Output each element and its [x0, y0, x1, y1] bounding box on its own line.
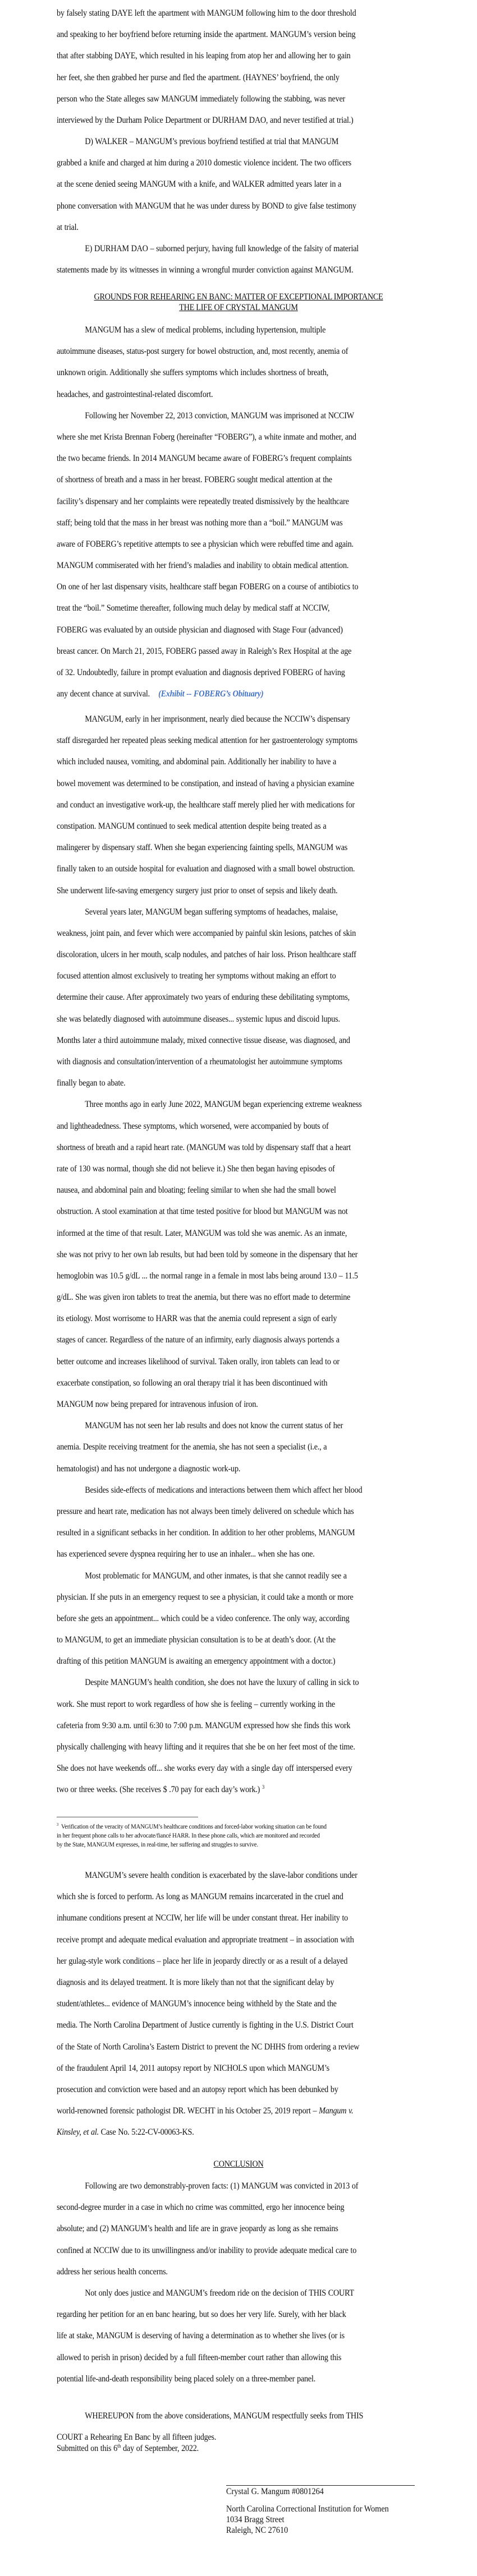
text-line: with diagnosis and consultation/intervention of a rheumatologist her autoimmune symptoms — [57, 1057, 342, 1067]
text-line: g/dL. She was given iron tablets to treat the anemia, but there was no effort made to determine — [57, 1292, 351, 1303]
text-line: treat the “boil.” Sometime thereafter, following much delay by medical staff at NCCIW, — [57, 603, 330, 613]
section-heading-conclusion — [0, 2159, 477, 2169]
text-line: phone conversation with MANGUM that he was under duress by BOND to give false testimony — [57, 201, 356, 211]
text-line: allowed to perish in prison) decided by a full fifteen-member court rather than allowing this — [57, 2352, 342, 2362]
paragraph-medical-foberg — [57, 320, 425, 705]
text-line: focused attention almost exclusively to treating her symptoms without making an effort to — [57, 971, 336, 981]
text-line: discoloration, ulcers in her mouth, scalp nodules, and patches of hair loss. Prison healthcare staff — [57, 950, 356, 960]
text-line: WHEREUPON from the above considerations, MANGUM respectfully seeks from THIS — [85, 2411, 364, 2421]
text-fragment: Submitted on this 6 — [57, 2444, 118, 2453]
text-line: prosecution and conviction were based and an autopsy report which has been debunked by — [57, 2084, 338, 2094]
text-line: inhumane conditions present at NCCIW, her life will be under constant threat. Her inability to — [57, 1913, 348, 1923]
signature-line — [226, 2485, 415, 2486]
text-line: of the fraudulent April 14, 2011 autopsy report by NICHOLS upon which MANGUM’s — [57, 2063, 329, 2073]
text-line: statements made by its witnesses in winning a wrongful murder conviction against MANGUM. — [57, 265, 354, 275]
text-line: by falsely stating DAYE left the apartment with MANGUM following him to the door threshold — [57, 8, 356, 18]
case-citation-italic: Mangum v. — [319, 2106, 354, 2116]
text-line: FOBERG was evaluated by an outside physician and diagnosed with Stage Four (advanced) — [57, 625, 343, 635]
text-line: anemia. Despite receiving treatment for the anemia, she has not seen a specialist (i.e., a — [57, 1442, 327, 1452]
text-line: constipation. MANGUM continued to seek medical attention despite being treated as a — [57, 821, 327, 831]
text-line: receive prompt and adequate medical evaluation and appropriate treatment – in association with — [57, 1935, 354, 1945]
text-line: Following her November 22, 2013 conviction, MANGUM was imprisoned at NCCIW — [85, 410, 354, 421]
text-line: of shortness of breath and a mass in her breast. FOBERG sought medical attention at the — [57, 475, 332, 485]
footnote-3 — [57, 1822, 427, 1849]
text-line: malingerer by dispensary staff. When she began experiencing fainting spells, MANGUM was — [57, 843, 348, 853]
text-line: finally began to abate. — [57, 1078, 126, 1088]
heading-line: CONCLUSION — [213, 2159, 264, 2169]
text-line: work. She must report to work regardless of how she is feeling – currently working in the — [57, 1699, 336, 1709]
text-line: second-degree murder in a case in which no crime was committed, ergo her innocence being — [57, 2203, 345, 2213]
text-line: she was belatedly diagnosed with autoimmune diseases... systemic lupus and discoid lupus. — [57, 1014, 340, 1024]
text-line: rate of 130 was normal, though she did not believe it.) She then began having episodes of — [57, 1164, 335, 1174]
text-line: On one of her last dispensary visits, healthcare staff began FOBERG on a course of antibiotics to — [57, 582, 359, 592]
text-line: Three months ago in early June 2022, MANGUM began experiencing extreme weakness — [85, 1100, 362, 1110]
text-line: before she gets an appointment... which could be a video conference. The only way, according — [57, 1613, 350, 1623]
text-line: confined at NCCIW due to its unwillingness and/or inability to provide adequate medical care to — [57, 2245, 357, 2255]
text-line: MANGUM has a slew of medical problems, including hypertension, multiple — [85, 325, 326, 335]
text-line: better outcome and increases likelihood of survival. Taken orally, iron tablets can lead to or — [57, 1356, 340, 1367]
text-line: weakness, joint pain, and fever which were accompanied by painful skin lesions, patches of skin — [57, 928, 356, 938]
text-line: unknown origin. Additionally she suffers symptoms which includes shortness of breath, — [57, 368, 329, 378]
text-line: shortness of breath and a rapid heart rate. (MANGUM was told by dispensary staff that a heart — [57, 1142, 351, 1152]
text-line: She underwent life-saving emergency surgery just prior to onset of sepsis and likely death. — [57, 885, 338, 895]
text-line: hemoglobin was 10.5 g/dL ... the normal range in a female in most labs being around 13.0 – 11.5 — [57, 1271, 358, 1281]
text-line: potential life-and-death responsibility being placed solely on a three-member panel. — [57, 2374, 316, 2384]
heading-line: GROUNDS FOR REHEARING EN BANC: MATTER OF EXCEPTIONAL IMPORTANCE — [94, 292, 383, 302]
text-line: interviewed by the Durham Police Department or DURHAM DAO, and never testified at trial.) — [57, 115, 354, 125]
text-line: to MANGUM, to get an immediate physician consultation is to be at death’s door. (At the — [57, 1635, 336, 1645]
text-line: She does not have weekends off... she works every day with a single day off interspersed every — [57, 1764, 352, 1774]
text-line: aware of FOBERG’s repetitive attempts to see a physician which were rebuffed time and again. — [57, 539, 354, 549]
text-line: stages of cancer. Regardless of the nature of an infirmity, early diagnosis always portends a — [57, 1335, 340, 1345]
text-line: that after stabbing DAYE, which resulted in his leaping from atop her and allowing her to gain — [57, 51, 351, 61]
text-line: D) WALKER – MANGUM’s previous boyfriend testified at trial that MANGUM — [85, 137, 339, 146]
signer-street: 1034 Bragg Street — [226, 2515, 285, 2524]
heading-line: THE LIFE OF CRYSTAL MANGUM — [179, 303, 298, 312]
text-line: MANGUM, early in her imprisonment, nearly died because the NCCIW’s dispensary — [85, 714, 350, 724]
text-line: its etiology. Most worrisome to HARR was that the anemia could represent a sign of early — [57, 1314, 337, 1324]
text-line: the two became friends. In 2014 MANGUM became aware of FOBERG’s frequent complaints — [57, 454, 352, 464]
text-line: drafting of this petition MANGUM is awaiting an emergency appointment with a doctor.) — [57, 1656, 336, 1666]
text-line: and lightheadedness. These symptoms, which worsened, were accompanied by bouts of — [57, 1121, 329, 1131]
text-line: E) DURHAM DAO – suborned perjury, having full knowledge of the falsity of material — [85, 243, 359, 253]
text-line: Following are two demonstrably-proven facts: (1) MANGUM was convicted in 2013 of — [85, 2181, 359, 2191]
text-line — [57, 1779, 425, 1801]
text-line: MANGUM has not seen her lab results and does not know the current status of her — [85, 1421, 343, 1431]
text-line: where she met Krista Brennan Foberg (hereinafter “FOBERG”), a white inmate and mother, and — [57, 432, 356, 442]
text-line: breast cancer. On March 21, 2015, FOBERG passed away in Raleigh’s Rex Hospital at the age — [57, 646, 352, 656]
text-line: MANGUM’s severe health condition is exacerbated by the slave-labor conditions under — [85, 1871, 357, 1880]
text-line: life at stake, MANGUM is deserving of having a determination as to whether she lives (or is — [57, 2331, 345, 2341]
text-line: hematologist) and has not undergone a diagnostic work-up. — [57, 1464, 241, 1474]
paragraph-slave-labor — [57, 1865, 425, 2143]
ordinal-suffix: th — [117, 2443, 121, 2449]
section-heading-grounds — [0, 292, 477, 313]
footnote-line — [57, 1822, 427, 1831]
text-line: at the scene denied seeing MANGUM with a knife, and WALKER admitted years later in a — [57, 179, 342, 190]
text-fragment: any decent chance at survival. — [57, 689, 150, 699]
paragraph-daye-testimony — [57, 3, 425, 131]
text-line: she was not privy to her own lab results, but had been told by someone in the dispensary that her — [57, 1249, 358, 1259]
submission-date — [57, 2438, 425, 2459]
text-line: of the State of North Carolina’s Eastern District to prevent the NC DHHS from ordering a review — [57, 2042, 360, 2052]
text-line: Months later a third autoimmune malady, mixed connective tissue disease, was diagnosed, and — [57, 1035, 350, 1045]
text-line: staff; being told that the mass in her breast was nothing more than a “boil.” MANGUM was — [57, 518, 343, 528]
footnote-line: in her frequent phone calls to her advocate/fiancé HARR. In these phone calls, which are monitored and recorded — [57, 1832, 320, 1839]
footnote-number: 3 — [57, 1822, 59, 1827]
text-line: student/athletes... evidence of MANGUM’s innocence being withheld by the State and the — [57, 1999, 337, 2009]
paragraph-walker-dao — [57, 131, 425, 281]
text-line — [57, 2122, 425, 2143]
text-line — [57, 2438, 425, 2459]
text-line: COURT a Rehearing En Banc by all fifteen judges. — [57, 2432, 217, 2443]
text-line: of 32. Undoubtedly, failure in prompt evaluation and diagnosis deprived FOBERG of having — [57, 668, 345, 677]
text-line: diagnosis and its delayed treatment. It is more likely than not that the significant delay by — [57, 1977, 334, 1987]
text-line: facility’s dispensary and her complaints were repeatedly treated dismissively by the healthcare — [57, 496, 349, 506]
case-citation-number: Case No. 5:22-CV-00063-KS. — [98, 2127, 194, 2138]
text-line: which included nausea, vomiting, and abdominal pain. Additionally her inability to have a — [57, 757, 337, 767]
text-line: headaches, and gastrointestinal-related discomfort. — [57, 389, 213, 399]
text-line: informed at the time of that result. Later, MANGUM was told she was anemic. As an inmate, — [57, 1228, 347, 1238]
case-citation-italic: Kinsley, et al. — [57, 2127, 99, 2138]
text-line: Most problematic for MANGUM, and other inmates, is that she cannot readily see a — [85, 1571, 347, 1581]
text-line: her gulag-style work conditions – place her life in jeopardy directly or as a result of a delayed — [57, 1956, 348, 1966]
text-fragment: Verification of the veracity of MANGUM’s healthcare conditions and forced-labor working situation can be found — [61, 1823, 327, 1830]
text-line — [57, 684, 425, 705]
text-line: Not only does justice and MANGUM’s freedom ride on the decision of THIS COURT — [85, 2288, 354, 2298]
text-line: cafeteria from 9:30 a.m. until 6:30 to 7:00 p.m. MANGUM expressed how she finds this work — [57, 1720, 351, 1730]
text-line: resulted in a significant setbacks in her condition. In addition to her other problems, MANGUM — [57, 1528, 355, 1538]
text-line: Despite MANGUM’s health condition, she does not have the luxury of calling in sick to — [85, 1678, 359, 1688]
text-line: physician. If she puts in an emergency request to see a physician, it could take a month or more — [57, 1592, 354, 1602]
signer-institution: North Carolina Correctional Institution for Women — [226, 2504, 389, 2514]
text-line: Besides side-effects of medications and interactions between them which affect her blood — [85, 1485, 363, 1495]
text-fragment: day of September, 2022. — [121, 2444, 199, 2453]
text-line: obstruction. A stool examination at that time tested positive for blood but MANGUM was not — [57, 1207, 348, 1217]
text-line: at trial. — [57, 222, 79, 232]
text-line: physically challenging with heavy lifting and it requires that she be on her feet most of the time. — [57, 1742, 355, 1752]
text-line: absolute; and (2) MANGUM’s health and life are in grave jeopardy as long as she remains — [57, 2224, 338, 2234]
text-line: has experienced severe dyspnea requiring her to use an inhaler... when she has one. — [57, 1549, 315, 1559]
text-line: media. The North Carolina Department of Justice currently is fighting in the U.S. District Court — [57, 2020, 354, 2030]
text-line — [57, 2100, 425, 2122]
text-line: nausea, and abdominal pain and bloating; feeling similar to when she had the small bowel — [57, 1185, 336, 1195]
text-line: bowel movement was determined to be constipation, and instead of having a physician examine — [57, 778, 355, 788]
paragraph-conclusion — [57, 2176, 425, 2390]
footnote-line: by the State, MANGUM expresses, in real-time, her suffering and struggles to survive. — [57, 1841, 258, 1848]
text-line: her feet, she then grabbed her purse and fled the apartment. (HAYNES’ boyfriend, the only — [57, 72, 340, 82]
text-line: finally taken to an outside hospital for evaluation and diagnosed with a small bowel obstruction. — [57, 864, 355, 874]
paragraph-health-history — [57, 709, 425, 1801]
signer-city: Raleigh, NC 27610 — [226, 2526, 288, 2535]
text-line: staff disregarded her repeated pleas seeking medical attention for her gastroenterology symptoms — [57, 736, 357, 746]
text-line: and speaking to her boyfriend before returning inside the apartment. MANGUM’s version being — [57, 30, 356, 40]
text-line: which she is forced to perform. As long as MANGUM remains incarcerated in the cruel and — [57, 1892, 343, 1902]
signer-name: Crystal G. Mangum #0801264 — [226, 2487, 324, 2496]
text-line: autoimmune diseases, status-post surgery for bowel obstruction, and, most recently, anemia of — [57, 347, 348, 357]
text-line: address her serious health concerns. — [57, 2266, 168, 2277]
exhibit-obituary-link[interactable]: (Exhibit -- FOBERG’s Obituary) — [158, 689, 264, 699]
footnote-reference[interactable]: 3 — [262, 1784, 265, 1790]
text-line: MANGUM commiserated with her friend’s maladies and inability to obtain medical attention. — [57, 561, 349, 571]
text-fragment: world-renowned forensic pathologist DR. WECHT in his October 25, 2019 report – — [57, 2106, 319, 2116]
text-line: regarding her petition for an en banc hearing, but so does her very life. Surely, with her black — [57, 2310, 346, 2320]
text-line: grabbed a knife and charged at him during a 2010 domestic violence incident. The two officers — [57, 158, 351, 168]
text-fragment: two or three weeks. (She receives $ .70 pay for each day’s work.) — [57, 1785, 260, 1795]
text-line: Several years later, MANGUM began suffering symptoms of headaches, malaise, — [85, 907, 338, 917]
text-line: person who the State alleges saw MANGUM immediately following the stabbing, was never — [57, 94, 346, 104]
text-line: and conduct an investigative work-up, the healthcare staff merely plied her with medications for — [57, 800, 355, 810]
text-line: exacerbate constipation, so following an oral therapy trial it has been discontinued with — [57, 1378, 328, 1388]
text-line: MANGUM now being prepared for intravenous infusion of iron. — [57, 1400, 258, 1409]
text-line: determine their cause. After approximately two years of enduring these debilitating symptoms, — [57, 992, 350, 1003]
text-line: pressure and heart rate, medication has not always been timely delivered on schedule which has — [57, 1506, 354, 1516]
